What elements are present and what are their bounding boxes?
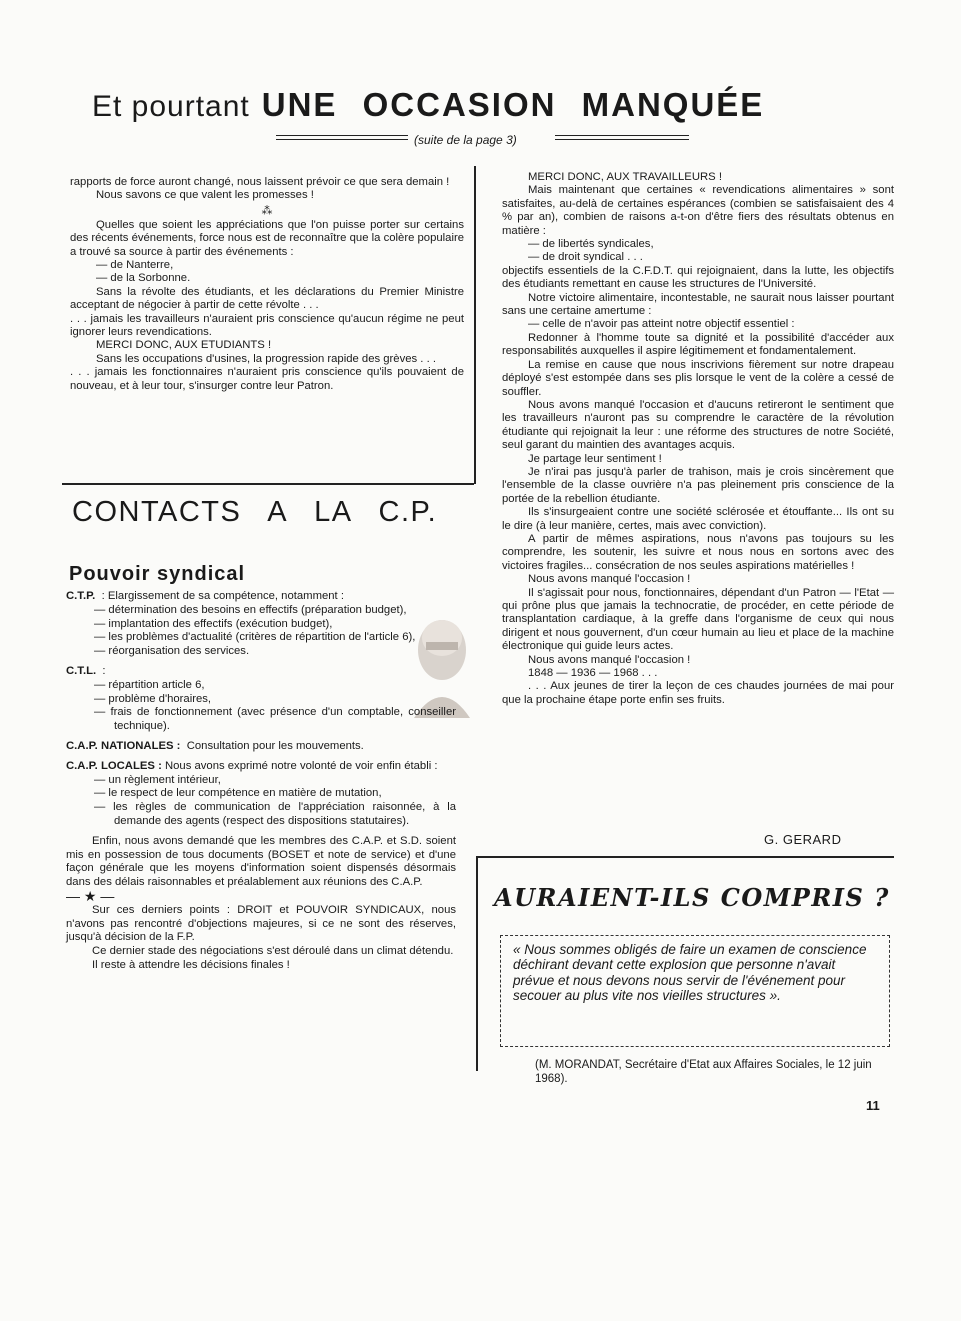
paragraph: Il reste à attendre les décisions finales ! <box>92 958 290 971</box>
section-divider <box>476 856 894 858</box>
paragraph: Il s'agissait pour nous, fonctionnaires, dépendant d'un Patron — l'Etat — qui prône plus que jamais la technocratie, de procéder, en cette période de transplantation cardiaque, à la greffe dans l'organisme de ceux qui nous dirigent et nous gouvernent, d'un cœur humain au lieu et place de la machine électronique qui guide leurs actes. <box>502 586 894 653</box>
list-item: — de droit syndical . . . <box>528 251 643 264</box>
list-item: — frais de fonctionnement (avec présence d'un comptable, conseiller technique). <box>94 706 456 733</box>
list-item: — celle de n'avoir pas atteint notre objectif essentiel : <box>528 318 795 331</box>
column-divider <box>476 856 478 1071</box>
paragraph: Nous savons ce que valent les promesses ! <box>96 189 314 202</box>
page-number: 11 <box>866 1098 880 1113</box>
paragraph: rapports de force auront changé, nous laissent prévoir ce que sera demain ! <box>70 176 450 188</box>
ctl-line <box>66 665 456 679</box>
list-item: — répartition article 6, <box>94 678 205 691</box>
list-item: — problème d'horaires, <box>94 692 212 705</box>
title-rule-right <box>555 135 689 140</box>
asterism-icon: ⁂ <box>261 204 273 217</box>
paragraph: Nous avons manqué l'occasion ! <box>528 573 691 586</box>
paragraph: Sans les occupations d'usines, la progression rapide des grèves . . . <box>96 352 436 365</box>
ctp-label: C.T.P. <box>66 590 96 602</box>
paragraph: . . . jamais les travailleurs n'auraient pris conscience qu'aucun régime ne peut ignorer leurs revendications. <box>70 312 464 339</box>
list-item: — implantation des effectifs (exécution budget), <box>94 617 333 630</box>
ctp-line <box>66 590 456 604</box>
paragraph: Sur ces derniers points : DROIT et POUVOIR SYNDICAUX, nous n'avons pas rencontré d'objections majeures, si ce ne sont des réserves, jusqu'à décision de la F.P. <box>66 903 456 944</box>
contacts-heading: CONTACTS A LA C.P. <box>72 496 438 528</box>
title-main: UNE OCCASION MANQUÉE <box>261 86 765 123</box>
quote-text: « Nous sommes obligés de faire un examen de conscience déchirant devant cette explosion que personne n'avait prévue et nous devons nous servir de l'événement pour secouer au plus vite nos vieilles structures ». <box>513 942 867 1004</box>
paragraph: . . . Aux jeunes de tirer la leçon de ces chaudes journées de mai pour que la prochaine étape porte enfin ses fruits. <box>502 680 894 706</box>
column-divider <box>474 166 476 484</box>
list-item: — un règlement intérieur, <box>94 773 221 786</box>
paragraph: Ce dernier stade des négociations s'est déroulé dans un climat détendu. <box>92 945 454 958</box>
list-item: — détermination des besoins en effectifs (préparation budget), <box>94 603 407 616</box>
list-item: — réorganisation des services. <box>94 645 250 658</box>
paragraph: Enfin, nous avons demandé que les membres des C.A.P. et S.D. soient mis en possession de tous documents (BOSET et note de service) et d'une façon générale que les moyens d'information soient dispensés désormais dans des délais raisonnables et préalablement aux réunions des C.A.P. <box>66 834 456 889</box>
capl-line <box>66 760 456 774</box>
title-rule-left <box>276 135 408 140</box>
paragraph: A partir de mêmes aspirations, nous n'avons pas toujours su les comprendre, les soutenir, les suivre et nous nous en sortons avec des victoires fragiles... consécration de nos seules aspirations matérielles ! <box>502 532 894 572</box>
paragraph: Je partage leur sentiment ! <box>528 452 662 465</box>
list-item: — les problèmes d'actualité (critères de répartition de l'article 6), <box>94 631 416 644</box>
paragraph: Redonner à l'homme toute sa dignité et la possibilité d'accéder aux responsabilités auxquelles il aspire légitimement et fondamentalement. <box>502 331 894 358</box>
capn-label: C.A.P. NATIONALES : <box>66 739 181 752</box>
title-prefix: Et pourtant <box>92 90 250 123</box>
section-divider <box>62 483 474 485</box>
paragraph: 1848 — 1936 — 1968 . . . <box>528 667 658 680</box>
ctp-text: : Elargissement de sa compétence, notamment : <box>101 590 344 602</box>
paragraph: objectifs essentiels de la C.F.D.T. qui rejoignaient, dans la lutte, les objectifs des étudiants remettant en cause les structures de l'Université. <box>502 264 894 291</box>
capn-line <box>66 740 456 754</box>
contacts-body <box>66 590 456 973</box>
right-column <box>502 171 894 707</box>
continued-note: (suite de la page 3) <box>414 133 517 147</box>
paragraph: Notre victoire alimentaire, incontestable, ne saurait nous laisser pourtant sans une certaine amertume : <box>502 291 894 318</box>
capl-text: Nous avons exprimé notre volonté de voir enfin établi : <box>164 759 438 772</box>
ctl-text: : <box>102 664 106 677</box>
sidebar-heading: AURAIENT-ILS COMPRIS ? <box>494 883 890 912</box>
paragraph: La remise en cause que nous inscrivions fièrement sur notre drapeau déployé s'est estompée dans ses plis lorsque le vent de la colère a cessé de souffler. <box>502 358 894 398</box>
list-item: — les règles de communication de l'appréciation raisonnée, à la demande des agents (respect des dispositions statutaires). <box>94 801 456 827</box>
capl-label: C.A.P. LOCALES : <box>66 759 162 772</box>
left-column <box>70 176 464 393</box>
paragraph: Nous avons manqué l'occasion et d'aucuns retireront le sentiment que les travailleurs n'auront pas su comprendre le caractère de la révolution étudiante qui rejoignait la leur : une réforme des structures de notre Société, seul garant du maintien des avantages acquis. <box>502 398 894 452</box>
ctl-label: C.T.L. <box>66 664 97 677</box>
list-item: — le respect de leur compétence en matière de mutation, <box>94 787 382 800</box>
quote-box <box>500 935 890 1047</box>
paragraph: Sans la révolte des étudiants, et les déclarations du Premier Ministre acceptant de négocier à partir de cette révolte . . . <box>70 285 464 312</box>
paragraph: Mais maintenant que certaines « revendications alimentaires » sont satisfaites, au-delà de certaines espérances (combien se satisfaisaient des 4 % par an), combien de raisons a-t-on d'être fiers des résultats obtenus en matière : <box>502 184 894 237</box>
list-item: — de la Sorbonne. <box>96 272 191 285</box>
capn-text: Consultation pour les mouvements. <box>186 739 364 752</box>
paragraph: Nous avons manqué l'occasion ! <box>528 653 691 666</box>
paragraph: Quelles que soient les appréciations que l'on puisse porter sur certains des récents événements, force nous est de reconnaître que la colère populaire a trouvé sa source à partir des événements : <box>70 218 464 258</box>
contacts-subheading: Pouvoir syndical <box>69 563 246 585</box>
author-signature: G. GERARD <box>764 832 842 847</box>
quote-attribution: (M. MORANDAT, Secrétaire d'Etat aux Affaires Sociales, le 12 juin 1968). <box>535 1059 872 1085</box>
paragraph: Ils s'insurgeaient contre une société sclérosée et étouffante... Ils ont su le dire (à leur manière, certes, mais avec conviction). <box>502 506 894 532</box>
paragraph: MERCI DONC, AUX ETUDIANTS ! <box>96 339 272 352</box>
list-item: — de Nanterre, <box>96 259 174 272</box>
star-separator: — ★ — <box>66 887 115 904</box>
list-item: — de libertés syndicales, <box>528 238 654 251</box>
paragraph: MERCI DONC, AUX TRAVAILLEURS ! <box>528 171 722 183</box>
page-title <box>92 86 892 124</box>
paragraph: . . . jamais les fonctionnaires n'auraient pris conscience qu'ils pouvaient de nouveau, et à leur tour, s'insurger contre leur Patron. <box>70 366 464 392</box>
paragraph: Je n'irai pas jusqu'à parler de trahison, mais je crois sincèrement que l'ensemble de la classe ouvrière n'a pas pleinement pris conscience de la portée de la rebellion étudiante. <box>502 465 894 505</box>
